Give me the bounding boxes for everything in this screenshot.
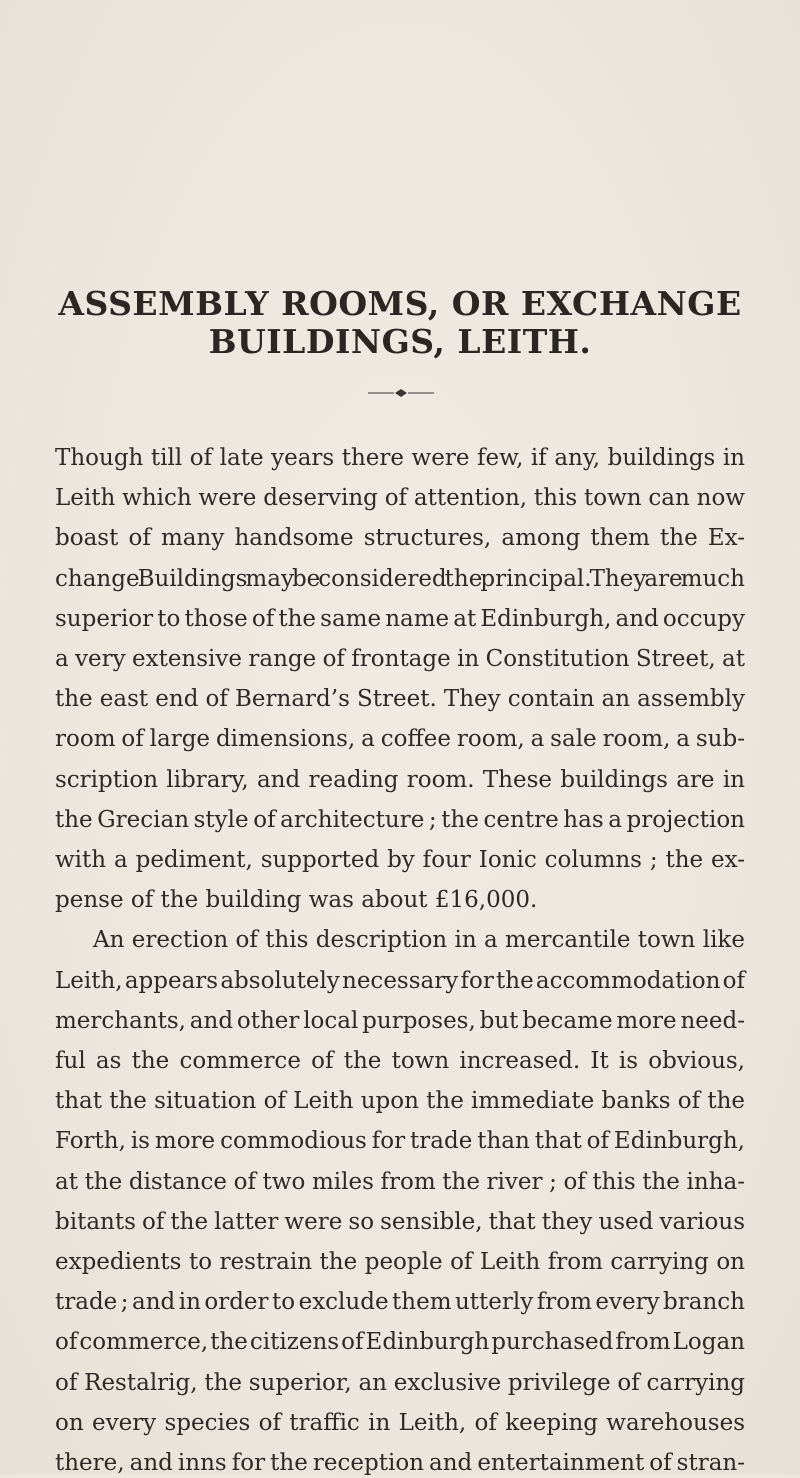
text-line-content: merchants, and other local purposes, but became more need- xyxy=(55,1007,745,1034)
page-title-line-2: BUILDINGS, LEITH. xyxy=(208,322,592,361)
text-line-content: of commerce, the citizens of Edinburgh purchased from Logan xyxy=(55,1329,745,1356)
text-line-content: An erection of this description in a mercantile town like xyxy=(93,927,745,954)
text-line-content: trade ; and in order to exclude them utterly from every branch xyxy=(55,1289,745,1316)
text-line-content: pense of the building was about £16,000. xyxy=(55,887,538,914)
text-line-content: change Buildings may be considered the principal. They are much xyxy=(55,565,745,592)
text-line-content: of Restalrig, the superior, an exclusive privilege of carrying xyxy=(55,1369,745,1396)
text-line-content: Forth, is more commodious for trade than that of Edinburgh, xyxy=(55,1128,745,1155)
page-title-line-1: ASSEMBLY ROOMS, OR EXCHANGE xyxy=(58,284,742,323)
text-line-content: Leith which were deserving of attention, this town can now xyxy=(55,485,745,512)
text-line-content: there, and inns for the reception and entertainment of stran- xyxy=(55,1450,745,1476)
text-line-content: on every species of traffic in Leith, of keeping warehouses xyxy=(55,1409,745,1436)
text-line-content: boast of many handsome structures, among them the Ex- xyxy=(55,525,745,552)
text-line-content: room of large dimensions, a coffee room, a sale room, a sub- xyxy=(55,726,745,753)
text-line-content: with a pediment, supported by four Ionic columns ; the ex- xyxy=(55,847,745,873)
text-line-content: expedients to restrain the people of Leith from carrying on xyxy=(55,1249,745,1275)
text-line-content: the Grecian style of architecture ; the centre has a projection xyxy=(55,806,745,833)
text-line-content: bitants of the latter were so sensible, that they used various xyxy=(55,1208,745,1235)
text-line-content: superior to those of the same name at Edinburgh, and occupy xyxy=(55,605,745,632)
text-line-content: at the distance of two miles from the river ; of this the inha- xyxy=(55,1168,745,1195)
text-line-content: the east end of Bernard’s Street. They contain an assembly xyxy=(55,686,745,713)
text-line-content: ful as the commerce of the town increased. It is obvious, xyxy=(55,1048,745,1074)
text-line-content: Though till of late years there were few, if any, buildings in xyxy=(55,445,745,471)
text-line-content: a very extensive range of frontage in Constitution Street, at xyxy=(55,646,745,672)
text-line-content: Leith, appears absolutely necessary for the accommodation of xyxy=(55,967,745,994)
text-line-content: that the situation of Leith upon the immediate banks of the xyxy=(55,1088,745,1115)
divider-ornament-icon xyxy=(368,388,434,398)
text-line-content: scription library, and reading room. These buildings are in xyxy=(55,766,745,793)
